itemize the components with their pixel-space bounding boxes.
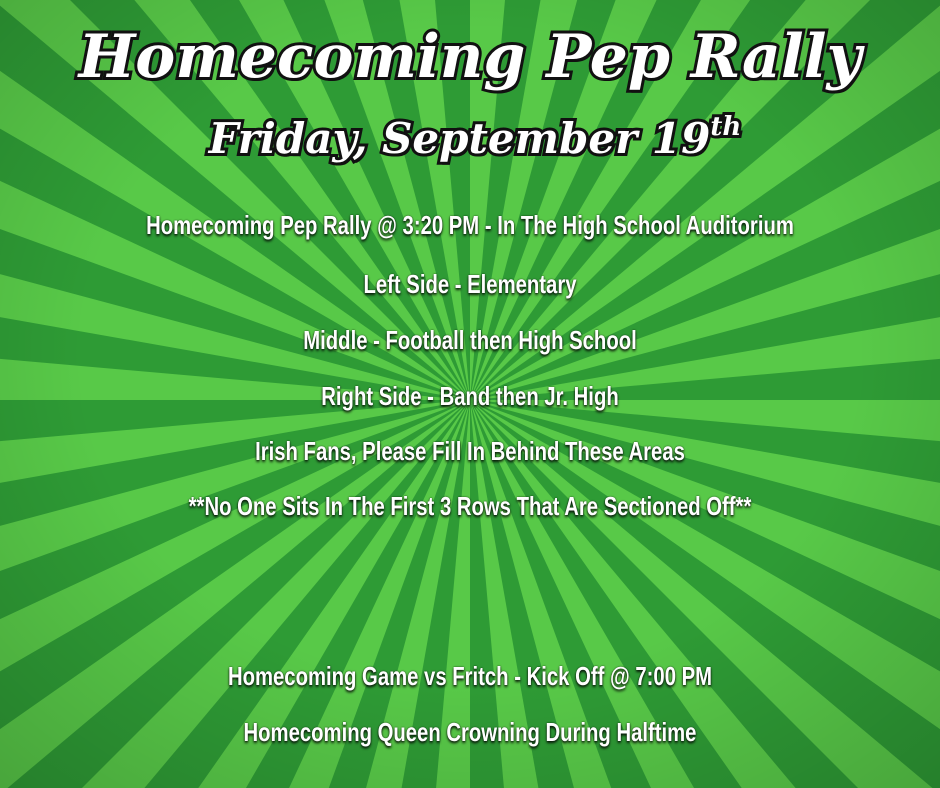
left-side-seating-line: Left Side - Elementary: [363, 269, 577, 299]
fans-seating-line: Irish Fans, Please Fill In Behind These Areas: [255, 436, 685, 466]
event-date: [0, 112, 940, 163]
event-title: Homecoming Pep Rally: [78, 22, 862, 92]
game-kickoff-line: Homecoming Game vs Fritch - Kick Off @ 7:00 PM: [227, 661, 713, 691]
queen-crowning-line: Homecoming Queen Crowning During Halftime: [243, 717, 697, 747]
pep-rally-time-line: Homecoming Pep Rally @ 3:20 PM - In The High School Auditorium: [146, 210, 794, 240]
event-date-text: Friday, September 19: [208, 114, 711, 163]
event-date-suffix: th: [710, 112, 742, 142]
reserved-rows-notice: **No One Sits In The First 3 Rows That Are Sectioned Off**: [188, 491, 752, 521]
right-side-seating-line: Right Side - Band then Jr. High: [321, 381, 619, 411]
middle-seating-line: Middle - Football then High School: [303, 325, 637, 355]
